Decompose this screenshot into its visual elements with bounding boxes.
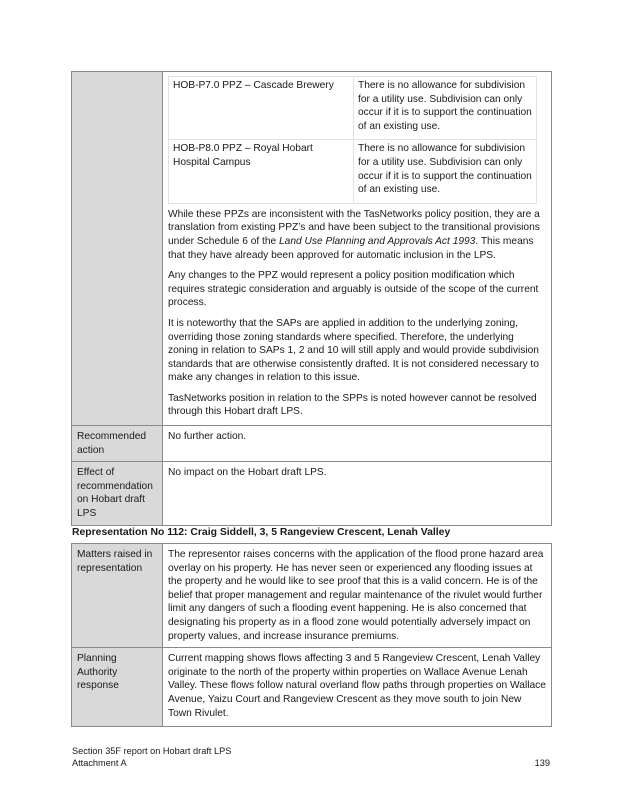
ppz-name: HOB-P7.0 PPZ – Cascade Brewery: [169, 77, 354, 140]
response-value: Current mapping shows flows affecting 3 and 5 Rangeview Crescent, Lenah Valley originate to the north of the property within properties on Wallace Avenue Lenah Valley. These flows follow natural overland flow paths through properties on Wallace Avenue, Yaizu Court and Rangeview Crescent as they move south to join New Town Rivulet.: [163, 648, 552, 727]
matters-value: The representor raises concerns with the application of the flood prone hazard area overlay on his property. He has never seen or experienced any flooding issues at the property and he would like to see proof that this is a valid concern. He is of the belief that proper management and regular maintenance of the rivulet would further limit any dangers of such a flooding event happening. He is also concerned that designating his property as in a flood zone would potentially adversely impact on property values, and increase insurance premiums.: [163, 544, 552, 648]
ppz-name: HOB-P8.0 PPZ – Royal Hobart Hospital Campus: [169, 140, 354, 203]
representation-112-table: [71, 543, 552, 727]
table-row: [72, 544, 552, 648]
table-row: [72, 462, 552, 525]
paragraph-spps: TasNetworks position in relation to the SPPs is noted however cannot be resolved through this Hobart draft LPS.: [168, 392, 537, 418]
section-heading: Representation No 112: Craig Siddell, 3, 5 Rangeview Crescent, Lenah Valley: [72, 527, 451, 538]
ppz-table: [168, 76, 537, 204]
ppz-text: There is no allowance for subdivision for a utility use. Subdivision can only occur if it is to support the continuation of an existing use.: [354, 77, 537, 140]
representation-table-continued: [71, 71, 552, 526]
matters-label: Matters raised in representation: [72, 544, 163, 648]
recommended-action-label: Recommended action: [72, 426, 163, 462]
ppz-row: [169, 77, 537, 140]
effect-label: Effect of recommendation on Hobart draft LPS: [72, 462, 163, 525]
paragraph-ppz-inconsistent: While these PPZs are inconsistent with the TasNetworks policy position, they are a translation from existing PPZ’s and have been subject to the transitional provisions under Schedule 6 of the Land Use Planning and Approvals Act 1993. This means that they have already been approved for automatic inclusion in the LPS.: [168, 208, 540, 261]
act-title: Land Use Planning and Approvals Act 1993: [279, 235, 476, 247]
effect-value: No impact on the Hobart draft LPS.: [163, 462, 552, 525]
ppz-row: [169, 140, 537, 203]
blank-label-cell: [72, 72, 163, 426]
table-row: [72, 648, 552, 727]
response-label: Planning Authority response: [72, 648, 163, 727]
paragraph-policy-change: Any changes to the PPZ would represent a policy position modification which requires strategic consideration and arguably is outside of the scope of the current process.: [168, 270, 539, 309]
recommended-action-value: No further action.: [163, 426, 552, 462]
ppz-text: There is no allowance for subdivision for a utility use. Subdivision can only occur if it is to support the continuation of an existing use.: [354, 140, 537, 203]
footer-report-title: Section 35F report on Hobart draft LPS: [72, 746, 232, 756]
page-number: 139: [534, 758, 550, 768]
table-row: [72, 72, 552, 426]
footer-attachment: Attachment A: [72, 758, 127, 768]
footer: [72, 745, 552, 769]
response-cell: [163, 72, 552, 426]
table-row: [72, 426, 552, 462]
paragraph-saps: It is noteworthy that the SAPs are applied in addition to the underlying zoning, overriding those zoning standards where specified. Therefore, the underlying zoning in relation to SAPs 1, 2 and 10 will still apply and would provide subdivision standards that are otherwise consistently drafted. It is not considered necessary to make any changes in relation to this issue.: [168, 317, 539, 384]
